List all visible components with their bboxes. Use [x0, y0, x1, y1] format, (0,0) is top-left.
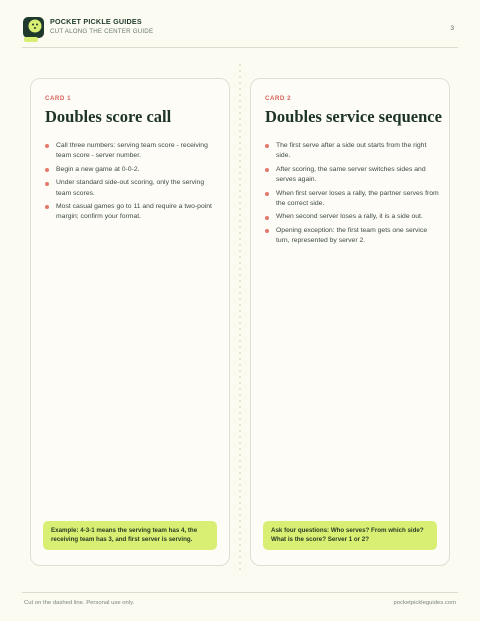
bullet-list	[45, 141, 221, 226]
bullet-item: Begin a new game at 0-0-2.	[45, 165, 221, 175]
brand-subtitle: CUT ALONG THE CENTER GUIDE	[50, 28, 154, 35]
page-number: 3	[450, 25, 454, 32]
brand-title: POCKET PICKLE GUIDES	[50, 17, 142, 26]
cut-guide-line	[239, 62, 241, 570]
footer-note: Cut on the dashed line. Personal use only.	[24, 600, 135, 606]
bullet-item: When second server loses a rally, it is a side out.	[265, 212, 441, 222]
card-doubles-service-sequence	[250, 78, 450, 566]
page-footer	[22, 592, 458, 612]
example-callout: Example: 4-3-1 means the serving team has 4, the receiving team has 3, and first server is serving.	[43, 521, 217, 550]
card-title: Doubles score call	[45, 107, 172, 126]
bullet-item: Most casual games go to 11 and require a two-point margin; confirm your format.	[45, 202, 221, 222]
bullet-item: Call three numbers: serving team score - receiving team score - server number.	[45, 141, 221, 161]
bullet-item: Under standard side-out scoring, only the serving team scores.	[45, 178, 221, 198]
bullet-item: When first server loses a rally, the partner serves from the correct side.	[265, 189, 441, 209]
bullet-item: After scoring, the same server switches sides and serves again.	[265, 165, 441, 185]
bullet-item: The first serve after a side out starts from the right side.	[265, 141, 441, 161]
card-label: CARD 1	[45, 95, 72, 102]
footer-website: pocketpickleguides.com	[393, 600, 456, 606]
bullet-list	[265, 141, 441, 250]
card-title: Doubles service sequence	[265, 107, 442, 126]
tip-callout: Ask four questions: Who serves? From which side? What is the score? Server 1 or 2?	[263, 521, 437, 550]
bullet-item: Opening exception: the first team gets one service turn, represented by server 2.	[265, 226, 441, 246]
page-header	[22, 14, 458, 48]
card-doubles-score-call	[30, 78, 230, 566]
pickleball-paddle-icon	[22, 16, 48, 44]
card-label: CARD 2	[265, 95, 292, 102]
